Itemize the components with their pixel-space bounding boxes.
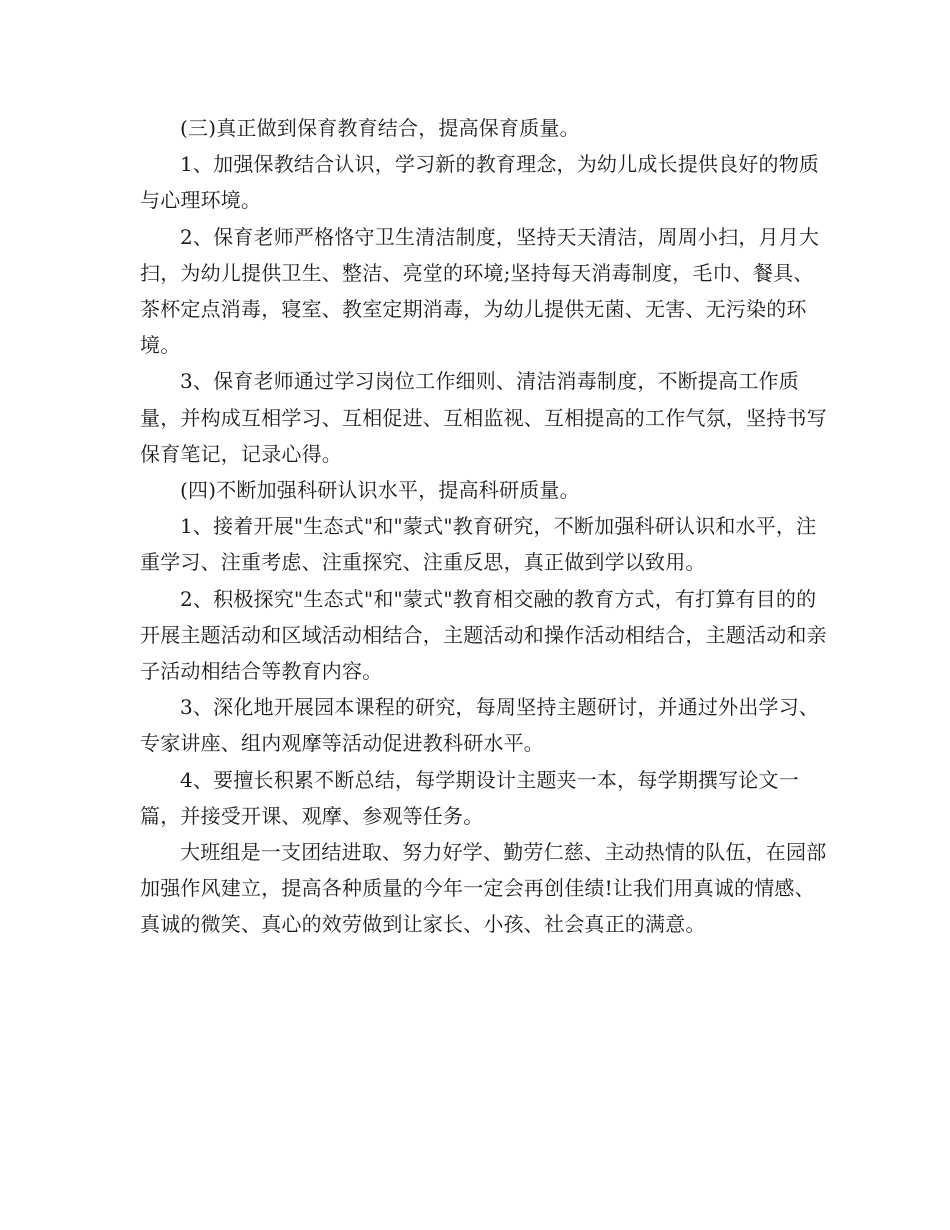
paragraph-3-3: 3、保育老师通过学习岗位工作细则、清洁消毒制度，不断提高工作质量，并构成互相学习、互相促进、互相监视、互相提高的工作气氛，坚持书写保育笔记，记录心得。 — [140, 369, 827, 466]
closing-paragraph: 大班组是一支团结进取、努力好学、勤劳仁慈、主动热情的队伍，在园部加强作风建立，提高各种质量的今年一定会再创佳绩!让我们用真诚的情感、真诚的微笑、真心的效劳做到让家长、小孩、社会真正的满意。 — [140, 840, 827, 937]
document-body — [140, 110, 830, 943]
paragraph-4-2: 2、积极探究"生态式"和"蒙式"教育相交融的教育方式，有打算有目的的开展主题活动和区域活动相结合，主题活动和操作活动相结合，主题活动和亲子活动相结合等教育内容。 — [140, 586, 827, 684]
paragraph-4-4: 4、要擅长积累不断总结，每学期设计主题夹一本，每学期撰写论文一篇，并接受开课、观摩、参观等任务。 — [140, 767, 799, 828]
paragraph-4-3: 3、深化地开展园本课程的研究，每周坚持主题研讨，并通过外出学习、专家讲座、组内观摩等活动促进教科研水平。 — [140, 695, 820, 756]
section-heading-3: (三)真正做到保育教育结合，提高保育质量。 — [180, 116, 580, 140]
paragraph-4-1: 1、接着开展"生态式"和"蒙式"教育研究，不断加强科研认识和水平，注重学习、注重考虑、注重探究、注重反思，真正做到学以致用。 — [140, 514, 817, 575]
paragraph-3-1: 1、加强保教结合认识，学习新的教育理念，为幼儿成长提供良好的物质与心理环境。 — [140, 152, 820, 213]
paragraph-3-2: 2、保育老师严格恪守卫生清洁制度，坚持天天清洁，周周小扫，月月大扫，为幼儿提供卫生、整洁、亮堂的环境;坚持每天消毒制度，毛巾、餐具、茶杯定点消毒，寝室、教室定期消毒，为幼儿提供无菌、无害、无污染的环境。 — [140, 224, 820, 358]
section-heading-4: (四)不断加强科研认识水平，提高科研质量。 — [180, 478, 580, 503]
